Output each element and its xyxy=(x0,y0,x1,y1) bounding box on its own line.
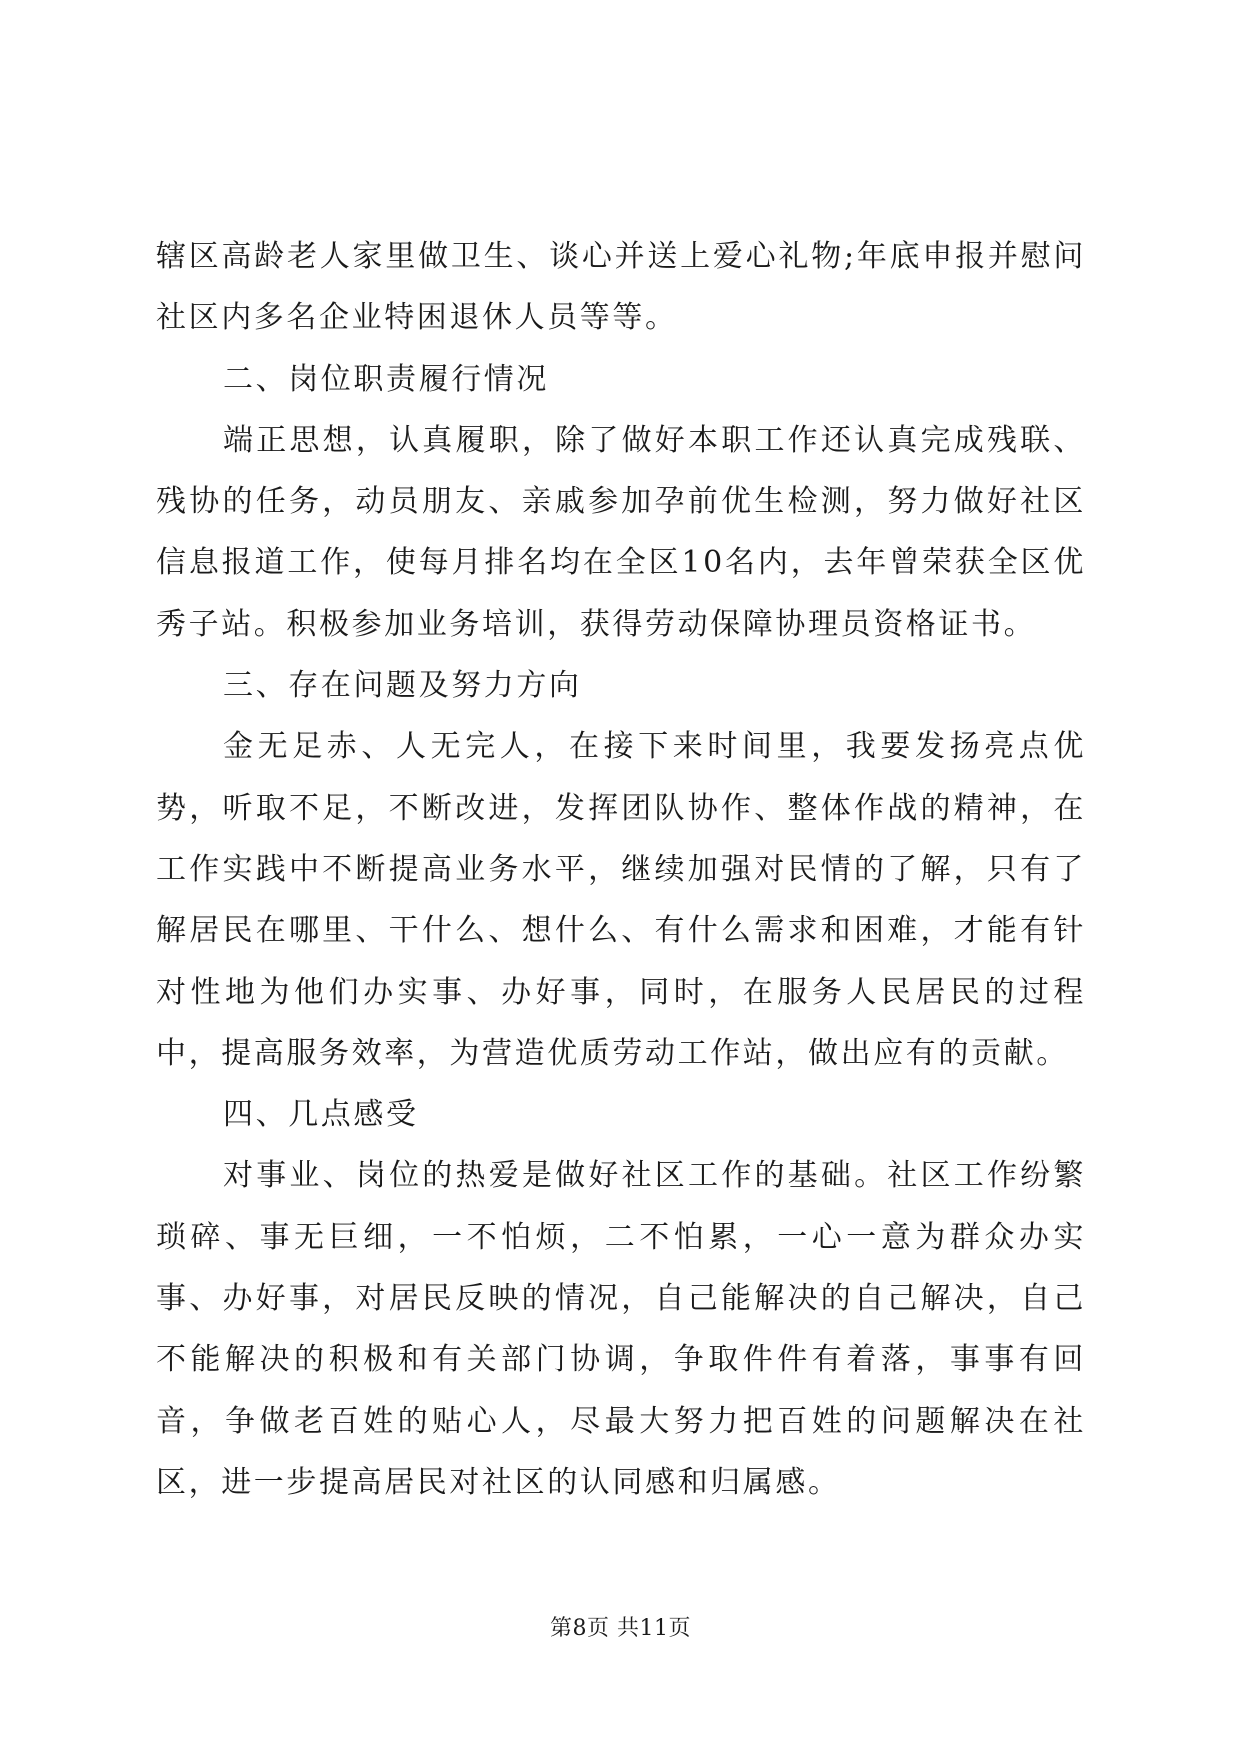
paragraph-duties: 端正思想，认真履职，除了做好本职工作还认真完成残联、残协的任务，动员朋友、亲戚参加孕前优生检测，努力做好社区信息报道工作，使每月排名均在全区10名内，去年曾荣获全区优秀子站。积极参加业务培训，获得劳动保障协理员资格证书。 xyxy=(156,422,1086,642)
section-heading-duties: 二、岗位职责履行情况 xyxy=(223,361,549,397)
paragraph-continuation: 辖区高龄老人家里做卫生、谈心并送上爱心礼物;年底申报并慰问社区内多名企业特困退休人员等等。 xyxy=(156,239,1086,336)
page-number-footer: 第8页 共11页 xyxy=(550,1616,691,1641)
document-body xyxy=(156,226,1086,1513)
paragraph-problems: 金无足赤、人无完人，在接下来时间里，我要发扬亮点优势，听取不足，不断改进，发挥团队协作、整体作战的精神，在工作实践中不断提高业务水平，继续加强对民情的了解，只有了解居民在哪里、干什么、想什么、有什么需求和困难，才能有针对性地为他们办实事、办好事，同时，在服务人民居民的过程中，提高服务效率，为营造优质劳动工作站，做出应有的贡献。 xyxy=(156,729,1086,1071)
paragraph-feelings: 对事业、岗位的热爱是做好社区工作的基础。社区工作纷繁琐碎、事无巨细，一不怕烦，二不怕累，一心一意为群众办实事、办好事，对居民反映的情况，自己能解决的自己解决，自己不能解决的积极和有关部门协调，争取件件有着落，事事有回音，争做老百姓的贴心人，尽最大努力把百姓的问题解决在社区，进一步提高居民对社区的认同感和归属感。 xyxy=(156,1158,1086,1500)
section-heading-feelings: 四、几点感受 xyxy=(223,1097,419,1133)
section-heading-problems: 三、存在问题及努力方向 xyxy=(223,668,582,704)
